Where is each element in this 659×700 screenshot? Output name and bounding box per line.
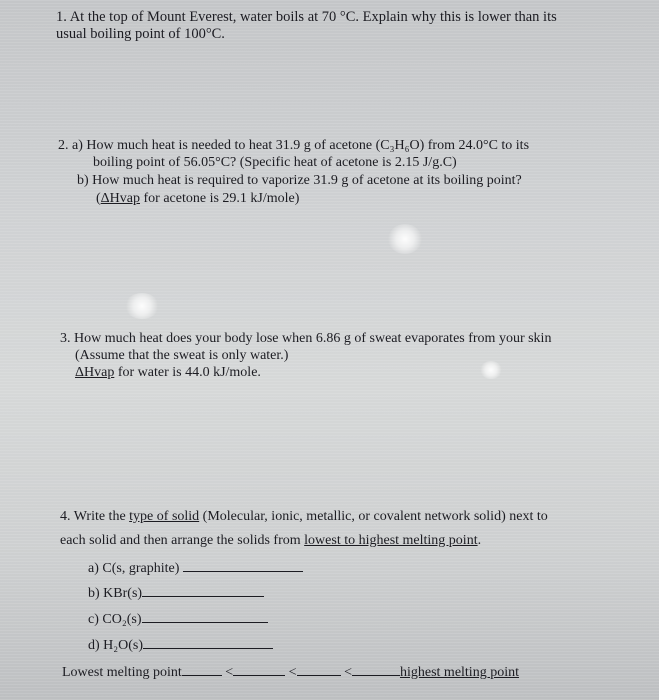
rank-blank[interactable] bbox=[297, 663, 341, 676]
delta-h-vap-term: ΔHvap bbox=[75, 365, 115, 380]
question-3-line-2: (Assume that the sweat is only water.) bbox=[75, 348, 289, 363]
question-3-line-3 bbox=[75, 365, 261, 381]
question-2b-line-1: b) How much heat is required to vaporize 31.9 g of acetone at its boiling point? bbox=[77, 173, 522, 188]
item-letter: b) bbox=[88, 586, 100, 601]
answer-blank[interactable] bbox=[183, 559, 303, 572]
solid-item-d bbox=[88, 636, 273, 654]
rank-blank[interactable] bbox=[233, 663, 285, 676]
acetone-value: for acetone is 29.1 kJ/mole) bbox=[140, 191, 300, 206]
item-formula: CO₂(s) bbox=[102, 612, 142, 627]
item-formula: KBr(s) bbox=[103, 586, 143, 601]
rank-blank[interactable] bbox=[182, 663, 222, 676]
less-than-sign: < bbox=[344, 665, 352, 680]
light-glare bbox=[480, 361, 502, 379]
paren: ( bbox=[96, 191, 101, 206]
question-4-line-2 bbox=[60, 533, 481, 549]
item-formula: H₂O(s) bbox=[103, 638, 144, 653]
q4-text: (Molecular, ionic, metallic, or covalent network solid) next to bbox=[199, 509, 548, 524]
question-1-line-1: 1. At the top of Mount Everest, water boils at 70 °C. Explain why this is lower than its bbox=[56, 9, 557, 25]
answer-blank[interactable] bbox=[142, 610, 268, 623]
item-letter: c) bbox=[88, 612, 99, 627]
solid-item-b bbox=[88, 584, 264, 602]
question-2a-line-1: 2. a) How much heat is needed to heat 31.9 g of acetone (C₃H₆O) from 24.0°C to its bbox=[58, 138, 530, 153]
light-glare bbox=[125, 293, 159, 319]
item-formula: C(s, graphite) bbox=[102, 561, 180, 576]
rank-blank[interactable] bbox=[352, 663, 400, 676]
item-letter: d) bbox=[88, 638, 100, 653]
answer-blank[interactable] bbox=[143, 636, 273, 649]
question-2a-line-2: boiling point of 56.05°C? (Specific heat of acetone is 2.15 J/g.C) bbox=[93, 155, 457, 170]
delta-h-vap-term: ΔHvap bbox=[100, 191, 140, 206]
water-value: for water is 44.0 kJ/mole. bbox=[114, 365, 261, 380]
melting-order-line bbox=[62, 663, 519, 681]
less-than-sign: < bbox=[225, 665, 234, 680]
answer-blank[interactable] bbox=[142, 584, 264, 597]
highest-melting-label: highest melting point bbox=[399, 665, 519, 680]
melting-point-term: lowest to highest melting point bbox=[304, 533, 478, 548]
question-4-line-1 bbox=[60, 509, 548, 525]
q4-text: each solid and then arrange the solids from bbox=[60, 533, 305, 548]
question-3-line-1: 3. How much heat does your body lose when 6.86 g of sweat evaporates from your skin bbox=[60, 331, 552, 346]
question-2b-line-2 bbox=[96, 191, 299, 207]
type-of-solid-term: type of solid bbox=[129, 509, 200, 524]
lowest-melting-label: Lowest melting point bbox=[62, 665, 182, 680]
solid-item-a bbox=[88, 559, 303, 577]
q4-text: 4. Write the bbox=[60, 509, 130, 524]
light-glare bbox=[388, 224, 422, 254]
solid-item-c bbox=[88, 610, 268, 628]
q4-text: . bbox=[477, 533, 482, 548]
question-1-line-2: usual boiling point of 100°C. bbox=[56, 26, 225, 42]
item-letter: a) bbox=[88, 561, 99, 576]
less-than-sign: < bbox=[288, 665, 297, 680]
